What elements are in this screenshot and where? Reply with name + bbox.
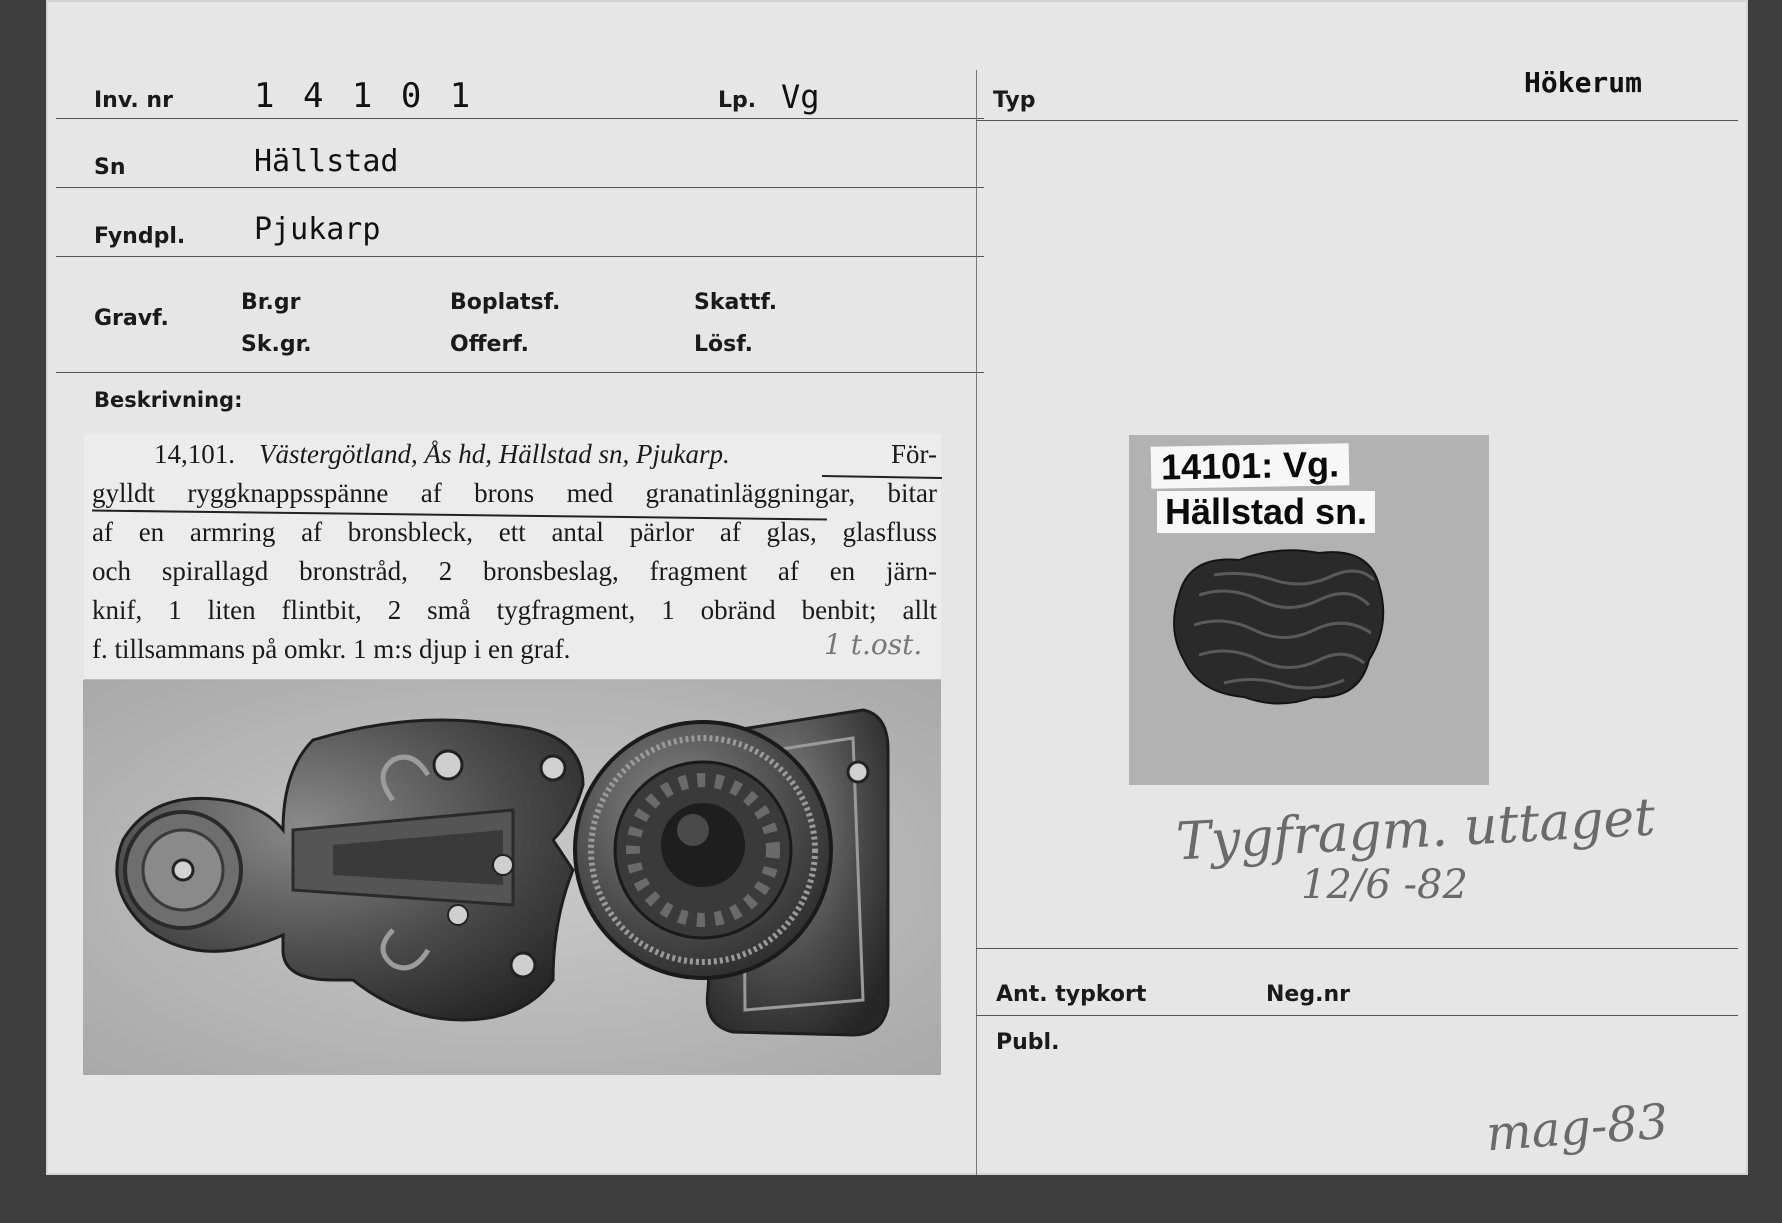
description-line-6: f. tillsammans på omkr. 1 m:s djup i en graf. bbox=[92, 634, 571, 664]
boplatsf-label: Boplatsf. bbox=[450, 290, 561, 315]
column-divider bbox=[976, 70, 977, 1175]
handwritten-mag: mag-83 bbox=[1484, 1093, 1670, 1163]
description-line-2: gylldt ryggknappsspänne af brons med granatinläggningar, bitar bbox=[92, 478, 937, 508]
description-line-1 bbox=[92, 439, 937, 470]
catalog-card bbox=[46, 0, 1748, 1175]
brooch-photo bbox=[83, 680, 941, 1075]
inv-nr-value: 1 4 1 0 1 bbox=[254, 76, 475, 116]
textile-photo bbox=[1129, 435, 1489, 785]
description-line-4: och spirallagd bronstråd, 2 bronsbeslag, fragment af en järn- bbox=[92, 556, 937, 586]
losf-label: Lösf. bbox=[694, 332, 753, 357]
rule-inv bbox=[56, 118, 984, 119]
label-slip-line-2: Hällstad sn. bbox=[1157, 491, 1375, 533]
description-number: 14,101. bbox=[154, 439, 235, 469]
skattf-label: Skattf. bbox=[694, 290, 778, 315]
lp-value: Vg bbox=[781, 78, 820, 116]
rule-gravf bbox=[56, 372, 984, 373]
beskrivning-label: Beskrivning: bbox=[94, 388, 243, 412]
rule-fyndpl bbox=[56, 256, 984, 257]
brooch-image bbox=[83, 680, 941, 1075]
sn-label: Sn bbox=[94, 155, 126, 180]
gravf-label: Gravf. bbox=[94, 306, 169, 331]
description-place: Västergötland, Ås hd, Hällstad sn, Pjukarp. bbox=[259, 439, 730, 469]
description-clipping bbox=[84, 434, 941, 680]
publ-label: Publ. bbox=[996, 1030, 1060, 1055]
handwritten-date: 12/6 -82 bbox=[1301, 862, 1468, 908]
label-slip-line-1: 14101: Vg. bbox=[1151, 443, 1350, 488]
rule-typ bbox=[976, 120, 1738, 121]
typ-label: Typ bbox=[993, 88, 1036, 113]
rule-ant-typkort bbox=[976, 948, 1738, 949]
brgr-label: Br.gr bbox=[241, 290, 301, 315]
lp-label: Lp. bbox=[718, 88, 757, 113]
neg-nr-label: Neg.nr bbox=[1266, 982, 1350, 1007]
fyndpl-value: Pjukarp bbox=[254, 212, 381, 247]
typ-value: Hökerum bbox=[1524, 66, 1643, 99]
rule-publ bbox=[976, 1015, 1738, 1016]
sn-value: Hällstad bbox=[254, 144, 399, 179]
skgr-label: Sk.gr. bbox=[241, 332, 312, 357]
rule-sn bbox=[56, 187, 984, 188]
description-line-3: af en armring af bronsbleck, ett antal pärlor af glas, glasfluss bbox=[92, 517, 937, 547]
handwritten-note-removed: Tygfragm. uttaget bbox=[1174, 787, 1657, 873]
offerf-label: Offerf. bbox=[450, 332, 530, 357]
handwritten-side-note: 1 t.ost. bbox=[824, 628, 923, 661]
ant-typkort-label: Ant. typkort bbox=[996, 982, 1147, 1007]
description-line1-end: För- bbox=[891, 439, 937, 469]
description-line-5: knif, 1 liten flintbit, 2 små tygfragment, 1 obränd benbit; allt bbox=[92, 595, 937, 625]
fyndpl-label: Fyndpl. bbox=[94, 224, 186, 249]
inv-nr-label: Inv. nr bbox=[94, 88, 173, 113]
